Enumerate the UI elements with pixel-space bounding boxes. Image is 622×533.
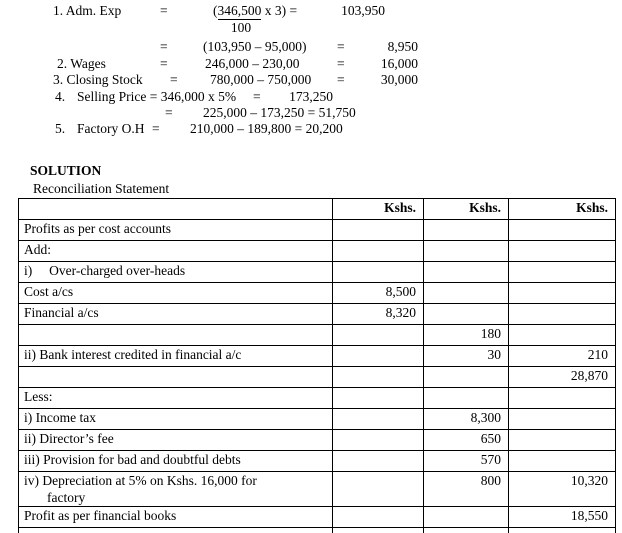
table-row	[19, 430, 616, 451]
working-item1-equals: =	[160, 3, 168, 18]
working-item2-result: 16,000	[380, 56, 418, 71]
working-item3-equals: =	[170, 72, 178, 87]
amount-cell: 30	[424, 346, 509, 367]
table-row	[19, 220, 616, 241]
amount-cell: 8,300	[424, 409, 509, 430]
reconciliation-table	[18, 198, 616, 533]
amount-cell	[333, 409, 424, 430]
amount-cell	[333, 507, 424, 528]
working-item5-expression: 210,000 – 189,800 = 20,200	[190, 121, 343, 136]
amount-cell	[333, 367, 424, 388]
table-row	[19, 346, 616, 367]
amount-cell	[509, 430, 616, 451]
amount-cell: 28,870	[509, 367, 616, 388]
working-item5-number: 5.	[55, 121, 66, 136]
row-label-line2: factory	[47, 490, 86, 505]
row-label: Profits as per cost accounts	[19, 220, 333, 241]
amount-cell	[424, 507, 509, 528]
row-label: Cost a/cs	[19, 283, 333, 304]
working-item2-equals2: =	[337, 56, 345, 71]
fraction-denominator: 100	[230, 20, 252, 35]
table-row	[19, 325, 616, 346]
row-label	[19, 325, 333, 346]
working-item3-label: 3. Closing Stock	[53, 72, 143, 87]
amount-cell: 650	[424, 430, 509, 451]
row-label	[19, 528, 333, 533]
table-row	[19, 528, 616, 533]
amount-cell	[333, 430, 424, 451]
working-item1b-expression: (103,950 – 95,000)	[203, 39, 307, 54]
row-label	[19, 367, 333, 388]
working-item4-label: Selling Price = 346,000 x 5%	[77, 89, 237, 104]
amount-cell: 180	[424, 325, 509, 346]
table-row	[19, 451, 616, 472]
amount-cell: 18,550	[509, 507, 616, 528]
table-row	[19, 409, 616, 430]
col-header-kshs-3: Kshs.	[509, 199, 616, 220]
working-item1-expression	[213, 3, 297, 18]
amount-cell: 570	[424, 451, 509, 472]
row-label: Add:	[19, 241, 333, 262]
row-label: Profit as per financial books	[19, 507, 333, 528]
amount-cell	[333, 346, 424, 367]
amount-cell	[333, 220, 424, 241]
amount-cell	[424, 283, 509, 304]
row-label: i) Over-charged over-heads	[19, 262, 333, 283]
amount-cell	[424, 304, 509, 325]
amount-cell	[509, 262, 616, 283]
row-label: ii) Director’s fee	[19, 430, 333, 451]
amount-cell	[509, 388, 616, 409]
table-row	[19, 283, 616, 304]
amount-cell	[509, 220, 616, 241]
amount-cell	[424, 241, 509, 262]
paren-open: (	[213, 3, 218, 18]
col-header-kshs-2: Kshs.	[424, 199, 509, 220]
working-item4-equals: =	[253, 89, 261, 104]
reconciliation-statement-title: Reconciliation Statement	[33, 181, 170, 196]
table-row	[19, 367, 616, 388]
table-row	[19, 507, 616, 528]
working-item5-label: Factory O.H	[77, 121, 145, 136]
amount-cell	[333, 325, 424, 346]
amount-cell	[509, 451, 616, 472]
amount-cell	[424, 388, 509, 409]
row-label: Less:	[19, 388, 333, 409]
amount-cell	[424, 367, 509, 388]
expression-tail: x 3) =	[261, 3, 298, 18]
working-item3-result: 30,000	[380, 72, 418, 87]
table-row	[19, 304, 616, 325]
working-item1b-equals: =	[160, 39, 168, 54]
working-item4-result: 173,250	[289, 89, 333, 104]
amount-cell: 8,500	[333, 283, 424, 304]
col-header-kshs-1: Kshs.	[333, 199, 424, 220]
working-item3-equals2: =	[337, 72, 345, 87]
working-item3-expression: 780,000 – 750,000	[210, 72, 312, 87]
table-row	[19, 472, 616, 507]
amount-cell	[509, 241, 616, 262]
working-item4b-equals: =	[165, 105, 173, 120]
working-item1-result: 103,950	[341, 3, 385, 18]
amount-cell	[333, 388, 424, 409]
amount-cell	[509, 283, 616, 304]
amount-cell	[509, 409, 616, 430]
amount-cell: 8,320	[333, 304, 424, 325]
working-item5-equals: =	[152, 121, 160, 136]
amount-cell	[333, 241, 424, 262]
row-label: Financial a/cs	[19, 304, 333, 325]
amount-cell	[333, 472, 424, 507]
workings-section	[0, 0, 622, 155]
working-item1-label: 1. Adm. Exp	[53, 3, 122, 18]
amount-cell	[509, 304, 616, 325]
table-row	[19, 388, 616, 409]
amount-cell	[509, 325, 616, 346]
table-row	[19, 262, 616, 283]
amount-cell	[333, 451, 424, 472]
working-item4b-expression: 225,000 – 173,250 = 51,750	[203, 105, 356, 120]
amount-cell: 10,320	[509, 472, 616, 507]
amount-cell	[424, 220, 509, 241]
row-label: ii) Bank interest credited in financial a/c	[19, 346, 333, 367]
working-item1b-result: 8,950	[387, 39, 418, 54]
amount-cell	[424, 262, 509, 283]
table-row	[19, 241, 616, 262]
amount-cell: 210	[509, 346, 616, 367]
working-item2-equals: =	[160, 56, 168, 71]
working-item1b-equals2: =	[337, 39, 345, 54]
row-label: iii) Provision for bad and doubtful debts	[19, 451, 333, 472]
row-label: iv) Depreciation at 5% on Kshs. 16,000 for factory	[19, 472, 333, 507]
solution-heading: SOLUTION	[30, 163, 102, 178]
working-item2-label: 2. Wages	[57, 56, 106, 71]
amount-cell	[509, 528, 616, 533]
amount-cell: 800	[424, 472, 509, 507]
amount-cell	[333, 262, 424, 283]
amount-cell	[333, 528, 424, 533]
working-item4-number: 4.	[55, 89, 66, 104]
table-header-row	[19, 199, 616, 220]
col-header-description	[19, 199, 333, 220]
row-label: i) Income tax	[19, 409, 333, 430]
working-item2-expression: 246,000 – 230,00	[205, 56, 300, 71]
amount-cell	[424, 528, 509, 533]
fraction-numerator: 346,500	[217, 3, 262, 18]
